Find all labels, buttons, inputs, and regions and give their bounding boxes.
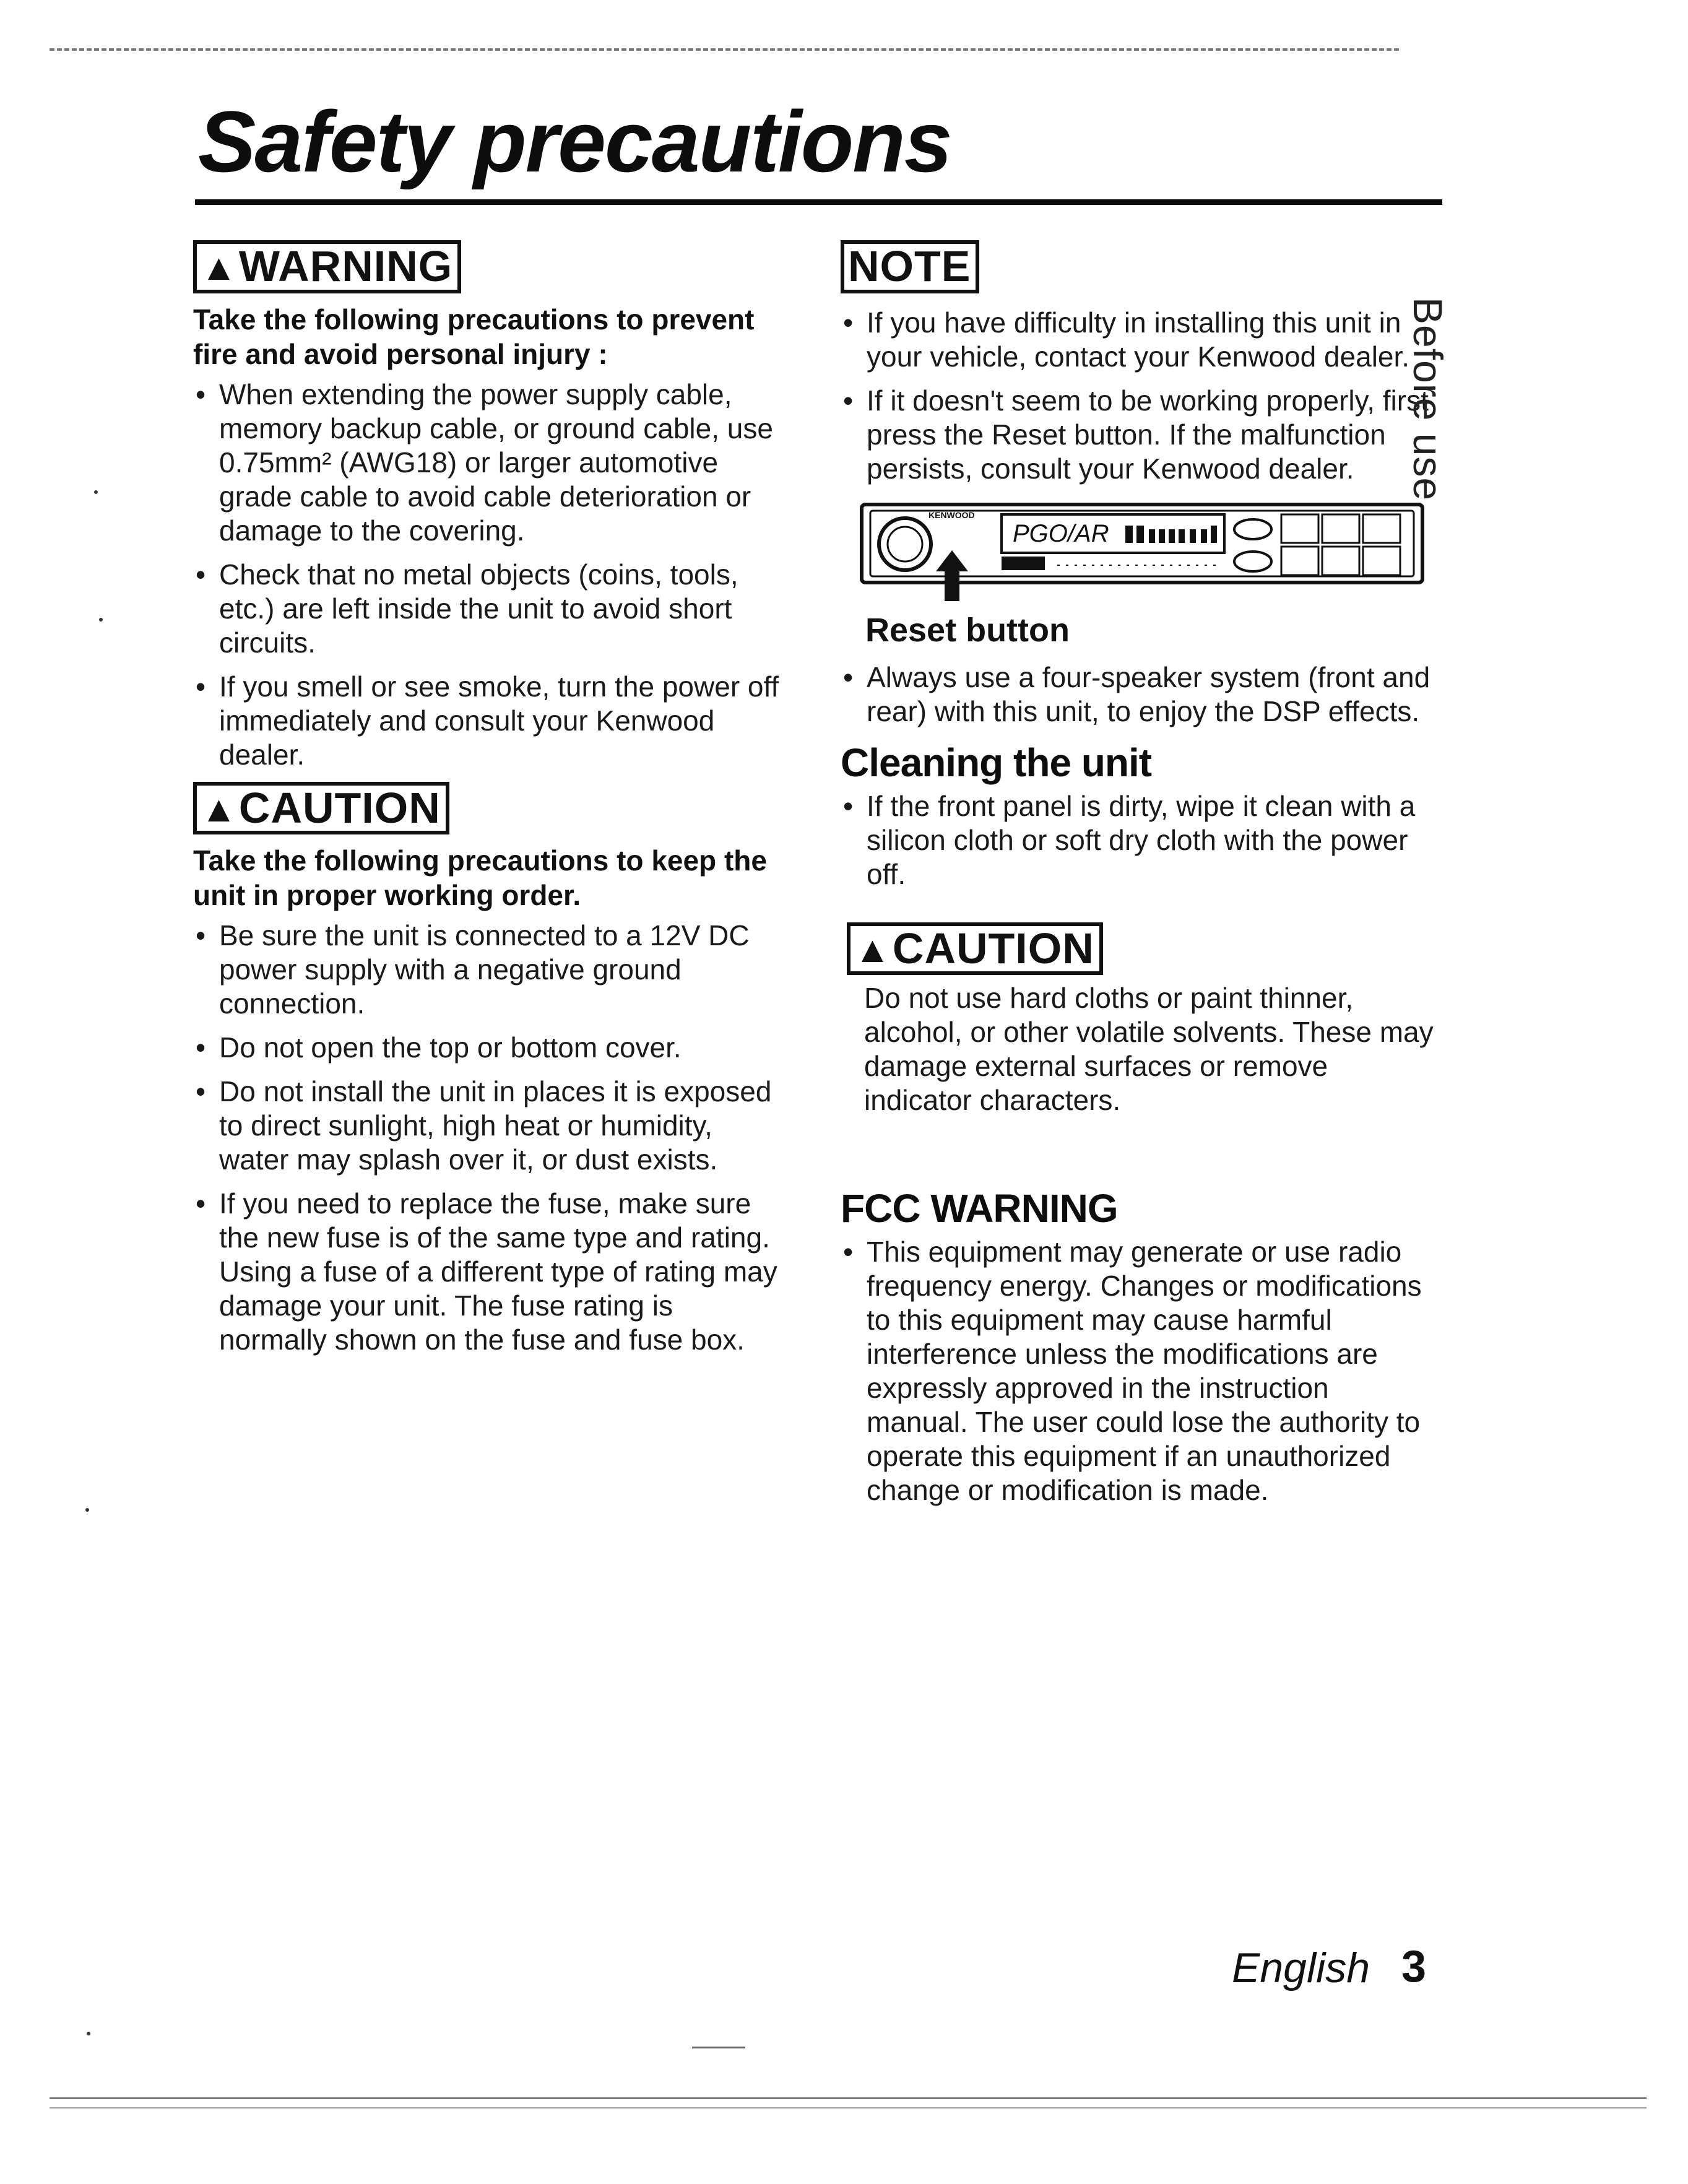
warning-label-box xyxy=(193,240,461,293)
warning-triangle-icon: ▲ xyxy=(201,246,238,288)
footer-dash xyxy=(692,2047,745,2048)
scan-speck xyxy=(85,1508,89,1512)
list-item: • Do not install the unit in places it is exposed to direct sunlight, high heat or humidity, water may splash over it, or dust exists. xyxy=(193,1075,787,1177)
list-item: • If you smell or see smoke, turn the power off immediately and consult your Kenwood dealer. xyxy=(193,670,787,772)
note-label-box xyxy=(841,240,979,293)
fcc-list xyxy=(841,1235,1435,1507)
list-item: • If you have difficulty in installing this unit in your vehicle, contact your Kenwood dealer. xyxy=(841,306,1435,374)
caution-label-box xyxy=(193,782,449,835)
caution-section xyxy=(193,782,787,1358)
reset-button-label: Reset button xyxy=(865,611,1070,649)
list-item: • When extending the power supply cable, memory backup cable, or ground cable, use 0.75mm² (AWG18) or larger automotive grade cable to avoid cable deterioration or damage to the covering. xyxy=(193,378,787,548)
list-item: • If it doesn't seem to be working properly, first press the Reset button. If the malfunction persists, consult your Kenwood dealer. xyxy=(841,384,1435,486)
scan-speck xyxy=(99,618,103,622)
panel-display-text: PGO/AR xyxy=(1013,519,1109,547)
left-column xyxy=(193,240,787,1367)
note-section xyxy=(841,240,1435,729)
warning-section xyxy=(193,240,787,772)
list-item: • Do not open the top or bottom cover. xyxy=(193,1031,787,1065)
cleaning-list xyxy=(841,789,1435,891)
brand-logo: KENWOOD xyxy=(928,509,975,520)
list-item: • Check that no metal objects (coins, tools, etc.) are left inside the unit to avoid short circuits. xyxy=(193,558,787,660)
list-item: • If you need to replace the fuse, make sure the new fuse is of the same type and rating. Using a fuse of a different type of rating may damage your unit. The fuse rating is normally shown on the fuse and fuse box. xyxy=(193,1187,787,1357)
caution2-text: Do not use hard cloths or paint thinner, alcohol, or other volatile solvents. These may damage external surfaces or remove indicator characters. xyxy=(864,982,1434,1116)
note-label: NOTE xyxy=(848,242,971,290)
cleaning-section xyxy=(841,740,1435,891)
list-item: • If the front panel is dirty, wipe it clean with a silicon cloth or soft dry cloth with the power off. xyxy=(841,789,1435,891)
footer-rule xyxy=(50,2107,1647,2108)
page-number: 3 xyxy=(1401,1942,1427,1991)
caution-label: CAUTION xyxy=(238,783,441,832)
warning-lead: Take the following precautions to prevent fire and avoid personal injury : xyxy=(193,303,755,370)
title-underline xyxy=(195,199,1442,205)
caution2-label: CAUTION xyxy=(892,924,1094,973)
radio-panel-illustration xyxy=(859,497,1429,602)
warning-triangle-icon: ▲ xyxy=(854,928,891,970)
fcc-section xyxy=(841,1185,1435,1507)
top-dashed-rule xyxy=(50,48,1399,51)
warning-label: WARNING xyxy=(238,242,453,290)
warning-triangle-icon: ▲ xyxy=(201,787,238,830)
page-title: Safety precautions xyxy=(198,93,951,190)
fcc-heading: FCC WARNING xyxy=(841,1186,1118,1231)
footer-rule xyxy=(50,2097,1647,2099)
right-column xyxy=(841,240,1435,1517)
note-list xyxy=(841,306,1435,486)
note-list-after xyxy=(841,661,1435,729)
cleaning-heading: Cleaning the unit xyxy=(841,740,1152,785)
list-item: • This equipment may generate or use radio frequency energy. Changes or modifications to this equipment may cause harmful interference unless the modifications are expressly approved in the instruction manual. The user could lose the authority to operate this equipment if an unauthorized change or modification is made. xyxy=(841,1235,1435,1507)
scan-speck xyxy=(87,2032,90,2035)
side-tab-label: Before use xyxy=(1405,297,1451,501)
warning-list xyxy=(193,378,787,772)
caution2-section xyxy=(841,922,1435,1118)
caution-list xyxy=(193,919,787,1357)
caution-lead: Take the following precautions to keep the unit in proper working order. xyxy=(193,844,767,911)
caution2-label-box xyxy=(847,922,1103,976)
footer-language: English xyxy=(1232,1944,1370,1991)
scan-speck xyxy=(94,490,98,494)
list-item: • Be sure the unit is connected to a 12V DC power supply with a negative ground connection. xyxy=(193,919,787,1021)
list-item: • Always use a four-speaker system (front and rear) with this unit, to enjoy the DSP effects. xyxy=(841,661,1435,729)
